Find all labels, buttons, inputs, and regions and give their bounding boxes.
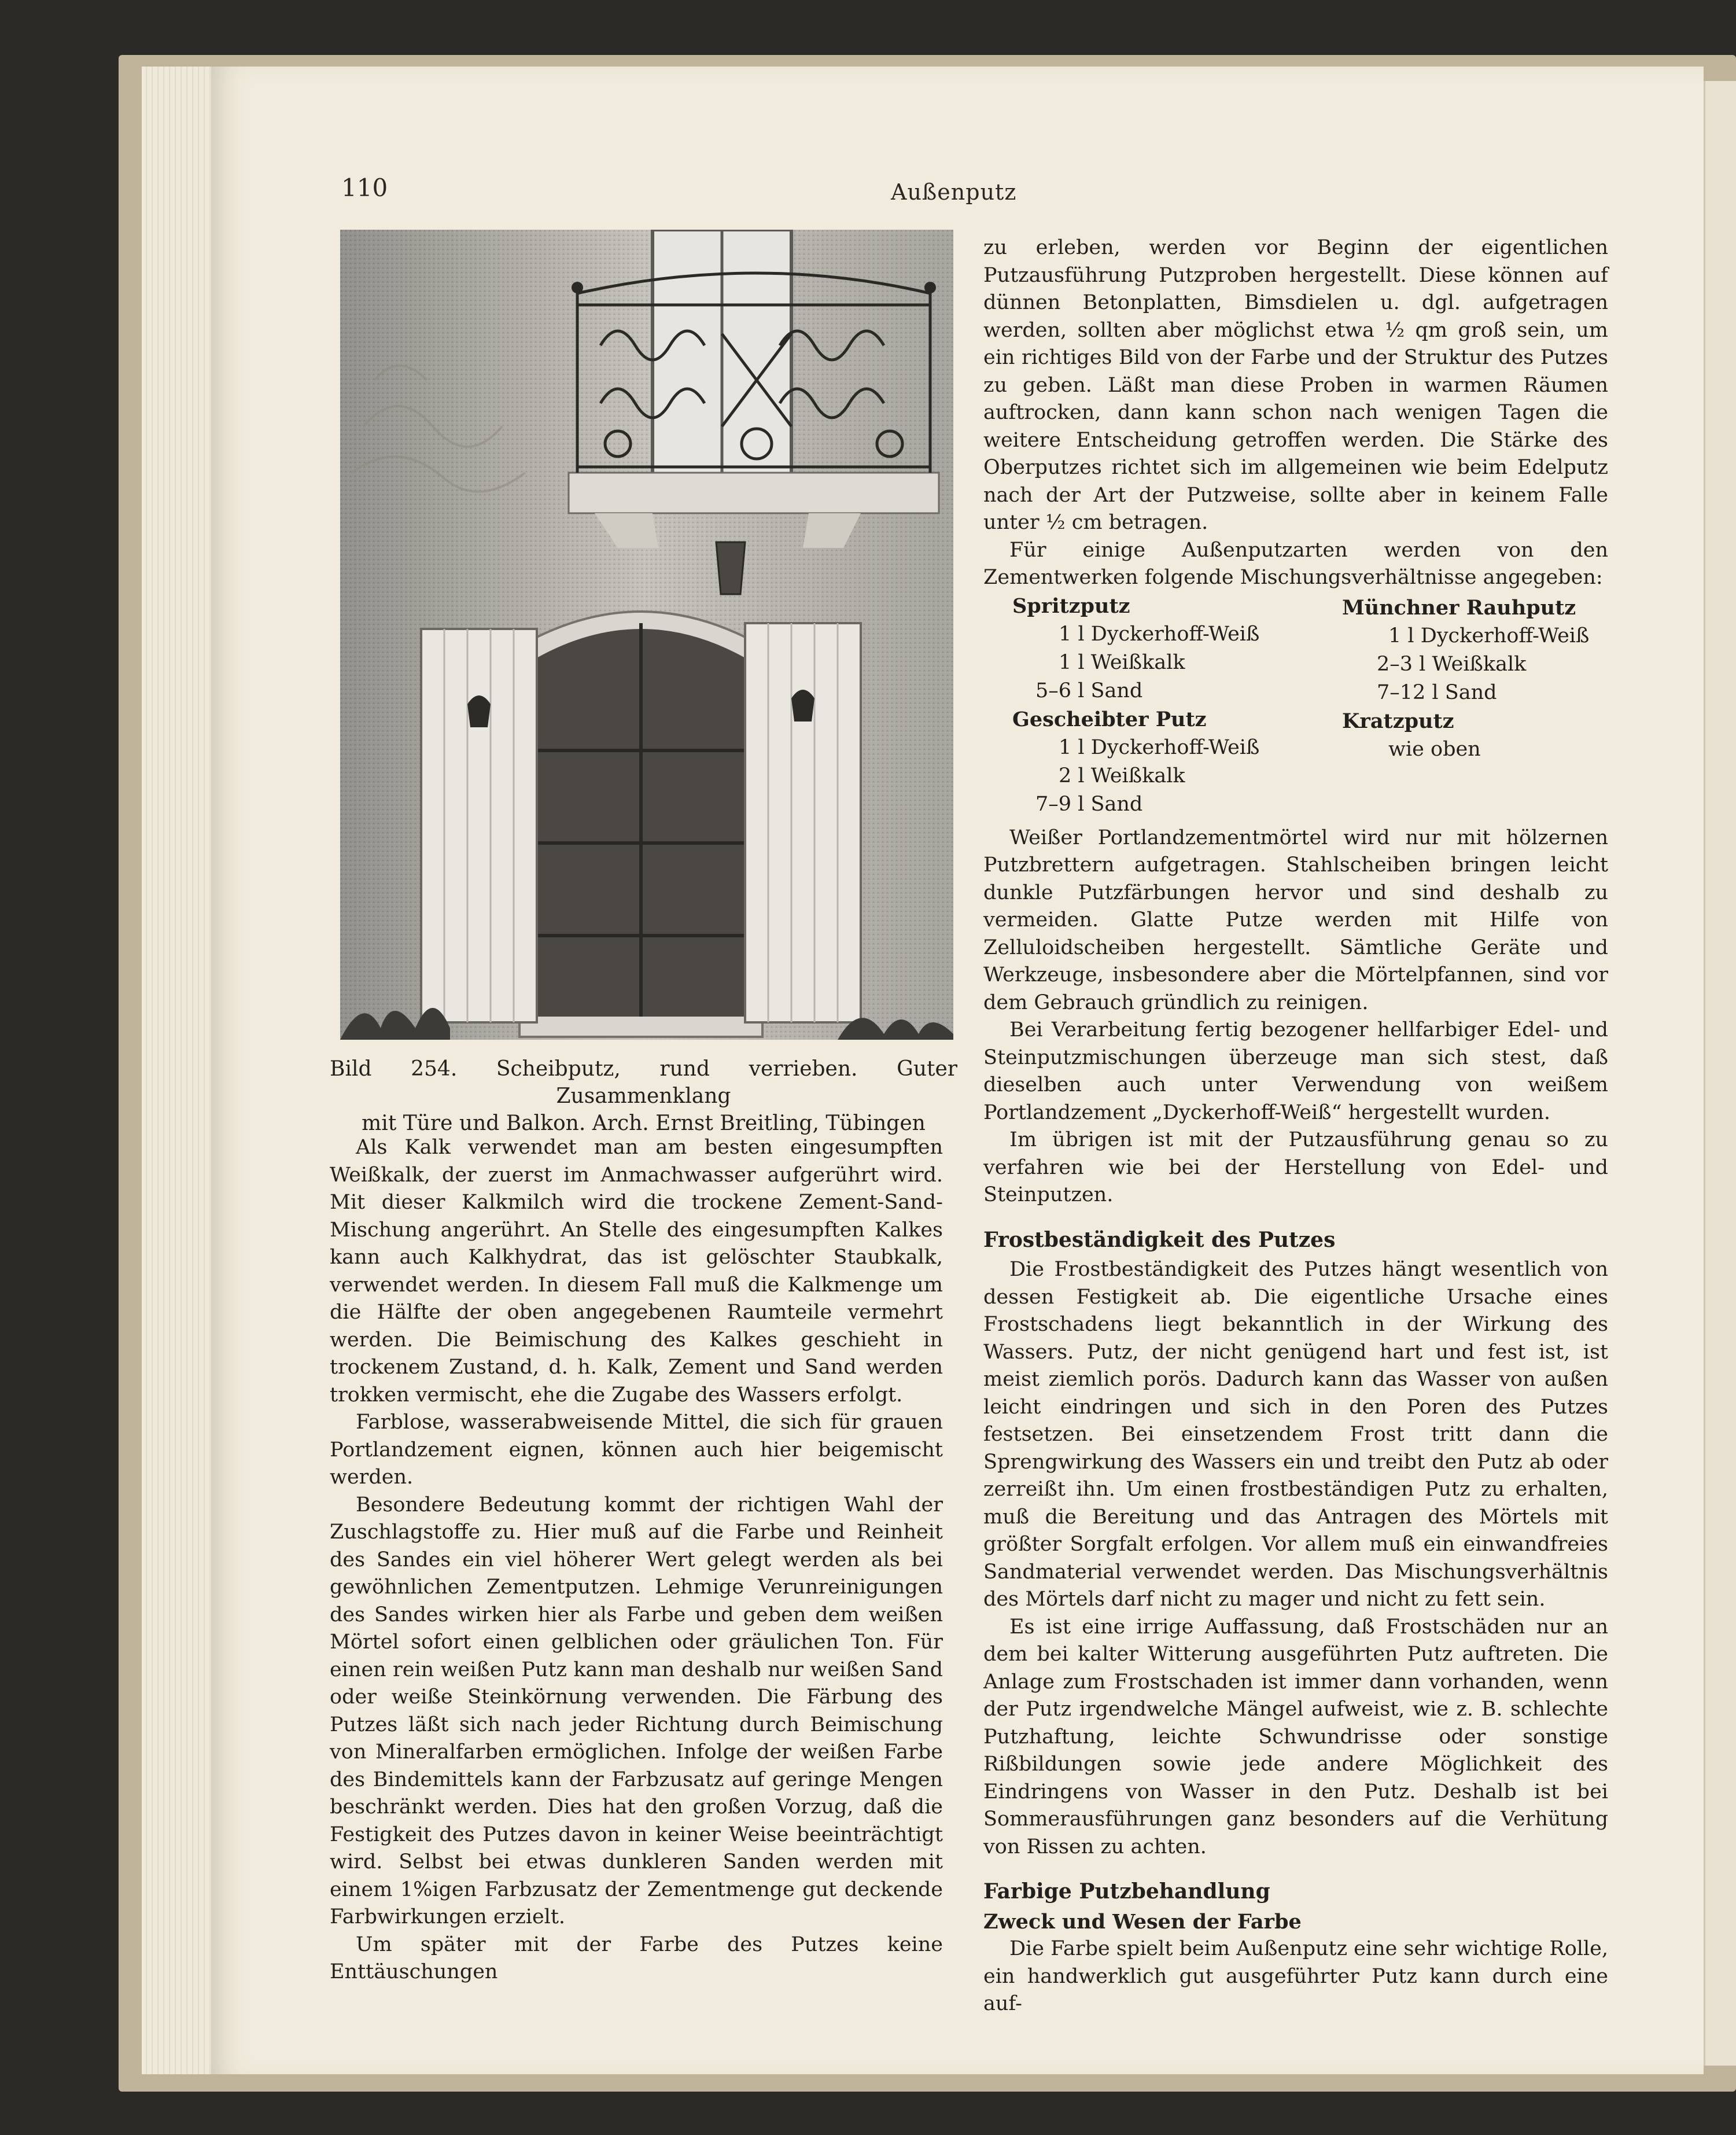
section-heading: Farbige Putzbehandlung: [983, 1879, 1270, 1904]
facing-page-edge: [1704, 81, 1736, 2066]
paragraph: Als Kalk verwendet man am besten eingesumpften Weißkalk, der zuerst im Anmachwasser aufgerührt wird. Mit dieser Kalkmilch wird die trockene Zement-Sand-Mischung angerührt. An Stelle des eingesumpften Kalkes kann auch Kalkhydrat, das ist gelöschter Staubkalk, verwendet werden. In diesem Fall muß die Kalkmenge um die Hälfte der oben angegebenen Raumteile vermehrt werden. Die Beimischung des Kalkes geschieht in trockenem Zustand, d. h. Kalk, Zement und Sand werden trokken vermischt, ehe die Zugabe des Wassers erfolgt.: [330, 1136, 943, 1407]
balcony-door-photo: [340, 230, 953, 1040]
mix-column-left: [1012, 592, 1259, 819]
mix-line: wie oben: [1388, 737, 1481, 761]
figure-caption: [330, 1056, 957, 1137]
paragraph: Es ist eine irrige Auffassung, daß Frostschäden nur an dem bei kalter Witterung ausgeführten Putz auftreten. Die Anlage zum Frostschaden ist immer dann vorhanden, wenn der Putz irgendwelche Mängel aufweist, wie z. B. schlechte Putzhaftung, leichte Schwundrisse oder sonstige Rißbildungen sowie jede andere Möglichkeit des Eindringens von Wasser in den Putz. Deshalb ist bei Sommerausführungen ganz besonders auf die Verhütung von Rissen zu achten.: [983, 1615, 1608, 1858]
paragraph: Für einige Außenputzarten werden von den Zementwerken folgende Mischungsverhältnisse angegeben:: [983, 538, 1608, 589]
mix-line: 2 l Weißkalk: [1059, 764, 1185, 787]
paragraph: Im übrigen ist mit der Putzausführung genau so zu verfahren wie bei der Herstellung von Edel- und Steinputzen.: [983, 1128, 1608, 1206]
mix-line: 1 l Weißkalk: [1059, 650, 1185, 674]
mix-line: 1 l Dyckerhoff-Weiß: [1059, 735, 1260, 759]
paragraph: Bei Verarbeitung fertig bezogener hellfarbiger Edel- und Steinputzmischungen überzeuge man sich stest, daß dieselben auch unter Verwendung von weißem Portlandzement „Dyckerhoff-Weiß“ hergestellt wurden.: [983, 1018, 1608, 1124]
left-text-column: [330, 1134, 943, 1986]
mix-title: Münchner Rauhputz: [1342, 595, 1576, 620]
caption-line: mit Türe und Balkon. Arch. Ernst Breitling, Tübingen: [362, 1111, 926, 1135]
paragraph: Die Frostbeständigkeit des Putzes hängt wesentlich von dessen Festigkeit ab. Die eigentliche Ursache eines Frostschadens liegt bekanntlich in der Wirkung des Wassers. Putz, der nicht genügend hart und fest ist, ist meist ziemlich porös. Dadurch kann das Wasser von außen leicht eindringen und sich in den Poren des Putzes festsetzen. Bei einsetzendem Frost tritt dann die Sprengwirkung des Wassers ein und treibt den Putz ab oder zerreißt ihn. Um einen frostbeständigen Putz zu erhalten, muß die Bereitung und das Antragen des Mörtels mit größter Sorgfalt erfolgen. Vor allem muß ein einwandfreies Sandmaterial verwendet werden. Das Mischungsverhältnis des Mörtels darf nicht zu mager und nicht zu fett sein.: [983, 1258, 1608, 1611]
mix-title: Spritzputz: [1012, 594, 1130, 618]
paragraph: Farblose, wasserabweisende Mittel, die sich für grauen Portlandzement eignen, können auch hier beigemischt werden.: [330, 1411, 943, 1489]
mix-line: 1 l Dyckerhoff-Weiß: [1059, 622, 1260, 646]
figure-photo: [340, 230, 953, 1040]
mix-line: 5–6 l Sand: [1035, 679, 1143, 702]
mix-line: 2–3 l Weißkalk: [1377, 652, 1527, 676]
paragraph: Die Farbe spielt beim Außenputz eine sehr wichtige Rolle, ein handwerklich gut ausgeführter Putz kann durch eine auf-: [983, 1937, 1608, 2015]
right-text-column: [983, 234, 1608, 2018]
mix-title: Gescheibter Putz: [1012, 707, 1207, 731]
mix-line: 1 l Dyckerhoff-Weiß: [1388, 624, 1590, 647]
running-head: Außenputz: [891, 179, 1017, 205]
paragraph: Weißer Portlandzementmörtel wird nur mit hölzernen Putzbrettern aufgetragen. Stahlscheiben bringen leicht dunkle Putzfärbungen hervor und sind deshalb zu vermeiden. Glatte Putze werden mit Hilfe von Zelluloidscheiben hergestellt. Sämtliche Geräte und Werkzeuge, insbesondere aber die Mörtelpfannen, sind vor dem Gebrauch gründlich zu reinigen.: [983, 826, 1608, 1014]
paragraph: Besondere Bedeutung kommt der richtigen Wahl der Zuschlagstoffe zu. Hier muß auf die Farbe und Reinheit des Sandes ein viel höherer Wert gelegt werden als bei gewöhnlichen Zementputzen. Lehmige Verunreinigungen des Sandes wirken hier als Farbe und geben dem weißen Mörtel sofort einen gelblichen oder gräulichen Ton. Für einen rein weißen Putz kann man deshalb nur weißen Sand oder weiße Steinkörnung verwenden. Die Färbung des Putzes läßt sich nach jeder Richtung durch Beimischung von Mineralfarben ermöglichen. Infolge der weißen Farbe des Bindemittels kann der Farbzusatz auf geringe Mengen beschränkt werden. Dies hat den großen Vorzug, daß die Festigkeit des Putzes davon in keiner Weise beeinträchtigt wird. Selbst bei etwas dunkleren Sanden werden mit einem 1%igen Farbzusatz der Zementmenge gut deckende Farbwirkungen erzielt.: [330, 1493, 943, 1928]
paragraph: zu erleben, werden vor Beginn der eigentlichen Putzausführung Putzproben hergestellt. Diese können auf dünnen Betonplatten, Bimsdielen u. dgl. aufgetragen werden, sollten aber möglichst etwa ½ qm groß sein, um ein richtiges Bild von der Farbe und der Struktur des Putzes zu geben. Läßt man diese Proben in warmen Räumen auftrocken, dann kann schon nach wenigen Tagen die weitere Entscheidung getroffen werden. Die Stärke des Oberputzes richtet sich im allgemeinen wie beim Edelputz nach der Art der Putzweise, sollte aber in keinem Falle unter ½ cm betragen.: [983, 236, 1608, 534]
mix-line: 7–12 l Sand: [1377, 680, 1497, 704]
caption-line: Bild 254. Scheibputz, rund verrieben. Guter Zusammenklang: [330, 1057, 957, 1108]
mix-line: 7–9 l Sand: [1035, 792, 1143, 816]
section-subheading: Zweck und Wesen der Farbe: [983, 1909, 1302, 1934]
page-number: 110: [341, 174, 388, 202]
mixing-ratios: [983, 592, 1608, 824]
section-heading: Frostbeständigkeit des Putzes: [983, 1227, 1336, 1252]
mix-column-right: [1342, 594, 1589, 764]
paragraph: Um später mit der Farbe des Putzes keine Enttäuschungen: [330, 1932, 943, 1983]
mix-title: Kratzputz: [1342, 709, 1454, 733]
